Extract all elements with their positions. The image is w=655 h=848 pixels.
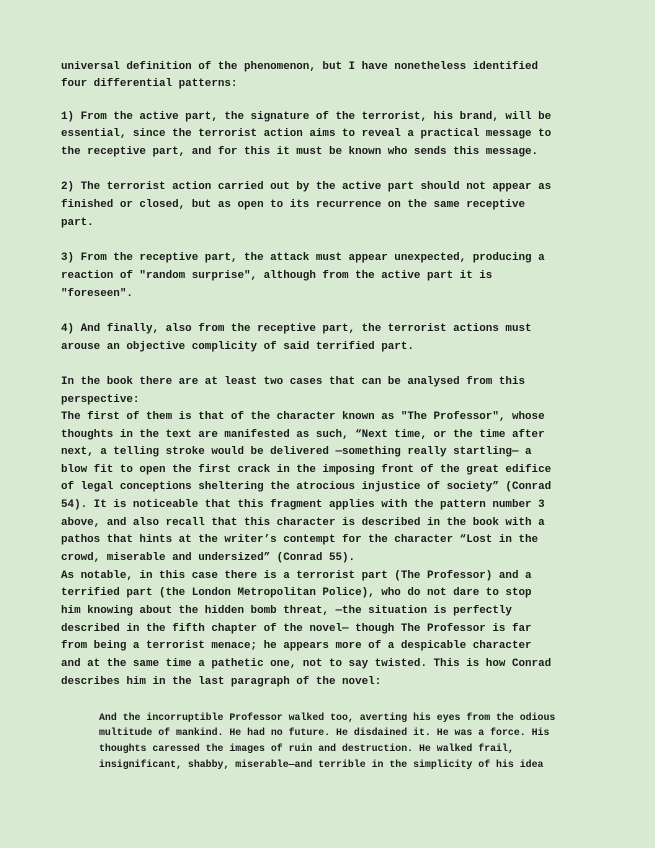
text-line: four differential patterns: [61, 78, 238, 90]
text-line: perspective: [61, 394, 140, 406]
text-line: described in the fifth chapter of the novel— though The Professor is far [61, 623, 532, 635]
text-line: In the book there are at least two cases that can be analysed from this [61, 376, 526, 388]
text-line: reaction of "random surprise", although from the active part it is [61, 270, 493, 282]
block-quote-line: multitude of mankind. He had no future. He disdained it. He was a force. His [99, 727, 550, 738]
text-line: 54). It is noticeable that this fragment applies with the pattern number 3 [61, 499, 545, 511]
text-line: above, and also recall that this character is described in the book with a [61, 517, 545, 529]
text-line: of legal conceptions sheltering the atrocious injustice of society” (Conrad [61, 481, 552, 493]
block-quote-line: thoughts caressed the images of ruin and destruction. He walked frail, [99, 743, 514, 754]
text-line: 2) The terrorist action carried out by the active part should not appear as [61, 181, 552, 193]
text-line: essential, since the terrorist action aims to reveal a practical message to [61, 128, 552, 140]
block-quote-line: And the incorruptible Professor walked too, averting his eyes from the odious [99, 712, 556, 723]
text-line: "foreseen". [61, 288, 133, 300]
text-line: terrified part (the London Metropolitan Police), who do not dare to stop [61, 587, 532, 599]
text-line: finished or closed, but as open to its recurrence on the same receptive [61, 199, 526, 211]
block-quote-line: insignificant, shabby, miserable—and terrible in the simplicity of his idea [99, 759, 544, 770]
text-line: The first of them is that of the character known as "The Professor", whose [61, 411, 545, 423]
text-line: and at the same time a pathetic one, not to say twisted. This is how Conrad [61, 658, 552, 670]
text-line: 3) From the receptive part, the attack must appear unexpected, producing a [61, 252, 545, 264]
text-line: arouse an objective complicity of said terrified part. [61, 341, 414, 353]
text-line: thoughts in the text are manifested as such, “Next time, or the time after [61, 429, 545, 441]
text-line: the receptive part, and for this it must be known who sends this message. [61, 146, 539, 158]
text-line: As notable, in this case there is a terrorist part (The Professor) and a [61, 570, 532, 582]
text-line: 1) From the active part, the signature of the terrorist, his brand, will be [61, 111, 552, 123]
text-line: blow fit to open the first crack in the imposing front of the great edifice [61, 464, 552, 476]
text-line: him knowing about the hidden bomb threat, —the situation is perfectly [61, 605, 512, 617]
text-line: 4) And finally, also from the receptive part, the terrorist actions must [61, 323, 532, 335]
text-line: part. [61, 217, 94, 229]
text-line: from being a terrorist menace; he appears more of a despicable character [61, 640, 532, 652]
text-line: next, a telling stroke would be delivered —something really startling— a [61, 446, 532, 458]
text-line: describes him in the last paragraph of the novel: [61, 676, 382, 688]
text-line: crowd, miserable and undersized” (Conrad 55). [61, 552, 356, 564]
text-line: pathos that hints at the writer’s contempt for the character “Lost in the [61, 534, 539, 546]
text-line: universal definition of the phenomenon, but I have nonetheless identified [61, 61, 539, 73]
